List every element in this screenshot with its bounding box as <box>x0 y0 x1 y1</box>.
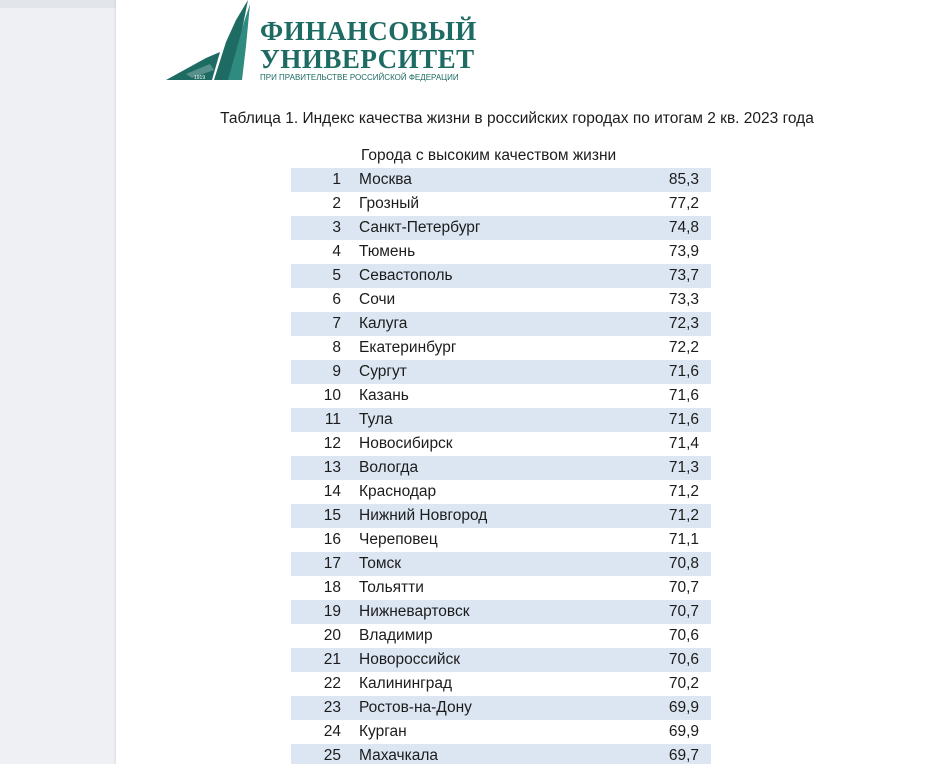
table-row <box>291 576 711 600</box>
table-row <box>291 384 711 408</box>
logo-subtitle: ПРИ ПРАВИТЕЛЬСТВЕ РОССИЙСКОЙ ФЕДЕРАЦИИ <box>260 73 459 82</box>
table-row <box>291 696 711 720</box>
city-cell: Краснодар <box>359 483 437 500</box>
city-cell: Тула <box>359 411 393 428</box>
table-row <box>291 216 711 240</box>
city-cell: Курган <box>359 723 407 740</box>
city-cell: Владимир <box>359 627 433 644</box>
city-cell: Нижний Новгород <box>359 507 488 524</box>
table-row <box>291 480 711 504</box>
table-row <box>291 552 711 576</box>
rank-cell: 23 <box>323 699 341 716</box>
rank-cell: 21 <box>323 651 341 668</box>
city-cell: Казань <box>359 387 409 404</box>
index-value-cell: 71,1 <box>668 531 699 548</box>
logo-title-line1: ФИНАНСОВЫЙ <box>260 16 477 46</box>
index-value-cell: 72,2 <box>668 339 699 356</box>
rank-cell: 18 <box>323 579 341 596</box>
rank-cell: 15 <box>323 507 341 524</box>
index-value-cell: 70,7 <box>668 603 699 620</box>
city-cell: Томск <box>359 555 402 572</box>
table-row <box>291 240 711 264</box>
index-value-cell: 73,7 <box>668 267 699 284</box>
rank-cell: 16 <box>323 531 341 548</box>
index-value-cell: 71,6 <box>668 387 699 404</box>
city-cell: Вологда <box>359 459 419 476</box>
logo-sail-icon <box>166 0 252 84</box>
index-value-cell: 70,6 <box>668 651 699 668</box>
university-logo <box>166 0 477 86</box>
table-row <box>291 432 711 456</box>
rank-cell: 17 <box>323 555 341 572</box>
rank-cell: 6 <box>332 291 341 308</box>
table-row <box>291 264 711 288</box>
index-value-cell: 71,2 <box>668 483 699 500</box>
rank-cell: 19 <box>323 603 341 620</box>
table-row <box>291 336 711 360</box>
logo-year: 1919 <box>194 75 206 81</box>
index-value-cell: 71,3 <box>668 459 699 476</box>
rank-cell: 24 <box>323 723 341 740</box>
index-value-cell: 74,8 <box>668 219 699 236</box>
table-row <box>291 408 711 432</box>
table-row <box>291 312 711 336</box>
rank-cell: 4 <box>332 243 341 260</box>
rank-cell: 25 <box>323 747 341 764</box>
index-value-cell: 69,9 <box>668 699 699 716</box>
city-cell: Новосибирск <box>359 435 453 452</box>
rank-cell: 10 <box>323 387 341 404</box>
index-value-cell: 85,3 <box>668 171 699 188</box>
index-value-cell: 69,9 <box>668 723 699 740</box>
index-value-cell: 73,9 <box>668 243 699 260</box>
rank-cell: 8 <box>332 339 341 356</box>
city-cell: Череповец <box>359 531 438 548</box>
table-row <box>291 528 711 552</box>
index-value-cell: 69,7 <box>668 747 699 764</box>
index-value-cell: 71,4 <box>668 435 699 452</box>
table-header: Города с высоким качеством жизни <box>361 147 617 164</box>
city-cell: Тольятти <box>359 579 424 596</box>
table-row <box>291 504 711 528</box>
city-cell: Екатеринбург <box>359 339 457 356</box>
city-cell: Москва <box>359 171 412 188</box>
rank-cell: 22 <box>323 675 341 692</box>
ranking-table <box>291 143 711 764</box>
table-row <box>291 744 711 764</box>
table-row <box>291 168 711 192</box>
city-cell: Нижневартовск <box>359 603 470 620</box>
city-cell: Грозный <box>359 195 420 212</box>
rank-cell: 1 <box>332 171 341 188</box>
city-cell: Сочи <box>359 291 396 308</box>
index-value-cell: 77,2 <box>668 195 699 212</box>
city-cell: Сургут <box>359 363 407 380</box>
city-cell: Калининград <box>359 675 453 692</box>
table-row <box>291 600 711 624</box>
rank-cell: 3 <box>332 219 341 236</box>
index-value-cell: 70,6 <box>668 627 699 644</box>
rank-cell: 7 <box>332 315 341 332</box>
rank-cell: 12 <box>323 435 341 452</box>
index-value-cell: 70,8 <box>668 555 699 572</box>
city-cell: Севастополь <box>359 267 453 284</box>
index-value-cell: 71,6 <box>668 411 699 428</box>
table-row <box>291 648 711 672</box>
table-row <box>291 672 711 696</box>
index-value-cell: 71,2 <box>668 507 699 524</box>
index-value-cell: 73,3 <box>668 291 699 308</box>
rank-cell: 20 <box>323 627 341 644</box>
index-value-cell: 70,2 <box>668 675 699 692</box>
rank-cell: 5 <box>332 267 341 284</box>
index-value-cell: 70,7 <box>668 579 699 596</box>
city-cell: Калуга <box>359 315 408 332</box>
city-cell: Тюмень <box>359 243 416 260</box>
table-row <box>291 288 711 312</box>
rank-cell: 13 <box>323 459 341 476</box>
table-row <box>291 720 711 744</box>
city-cell: Ростов-на-Дону <box>359 699 472 716</box>
city-cell: Санкт-Петербург <box>359 219 481 236</box>
index-value-cell: 72,3 <box>668 315 699 332</box>
index-value-cell: 71,6 <box>668 363 699 380</box>
city-cell: Махачкала <box>359 747 439 764</box>
city-cell: Новороссийск <box>359 651 461 668</box>
logo-title-line2: УНИВЕРСИТЕТ <box>260 44 475 74</box>
table-body <box>291 168 711 764</box>
table-row <box>291 360 711 384</box>
rank-cell: 2 <box>332 195 341 212</box>
rank-cell: 9 <box>332 363 341 380</box>
rank-cell: 14 <box>323 483 341 500</box>
table-row <box>291 624 711 648</box>
table-row <box>291 192 711 216</box>
table-row <box>291 456 711 480</box>
document-page <box>116 0 932 764</box>
rank-cell: 11 <box>324 411 341 428</box>
table-caption: Таблица 1. Индекс качества жизни в российских городах по итогам 2 кв. 2023 года <box>220 110 814 127</box>
